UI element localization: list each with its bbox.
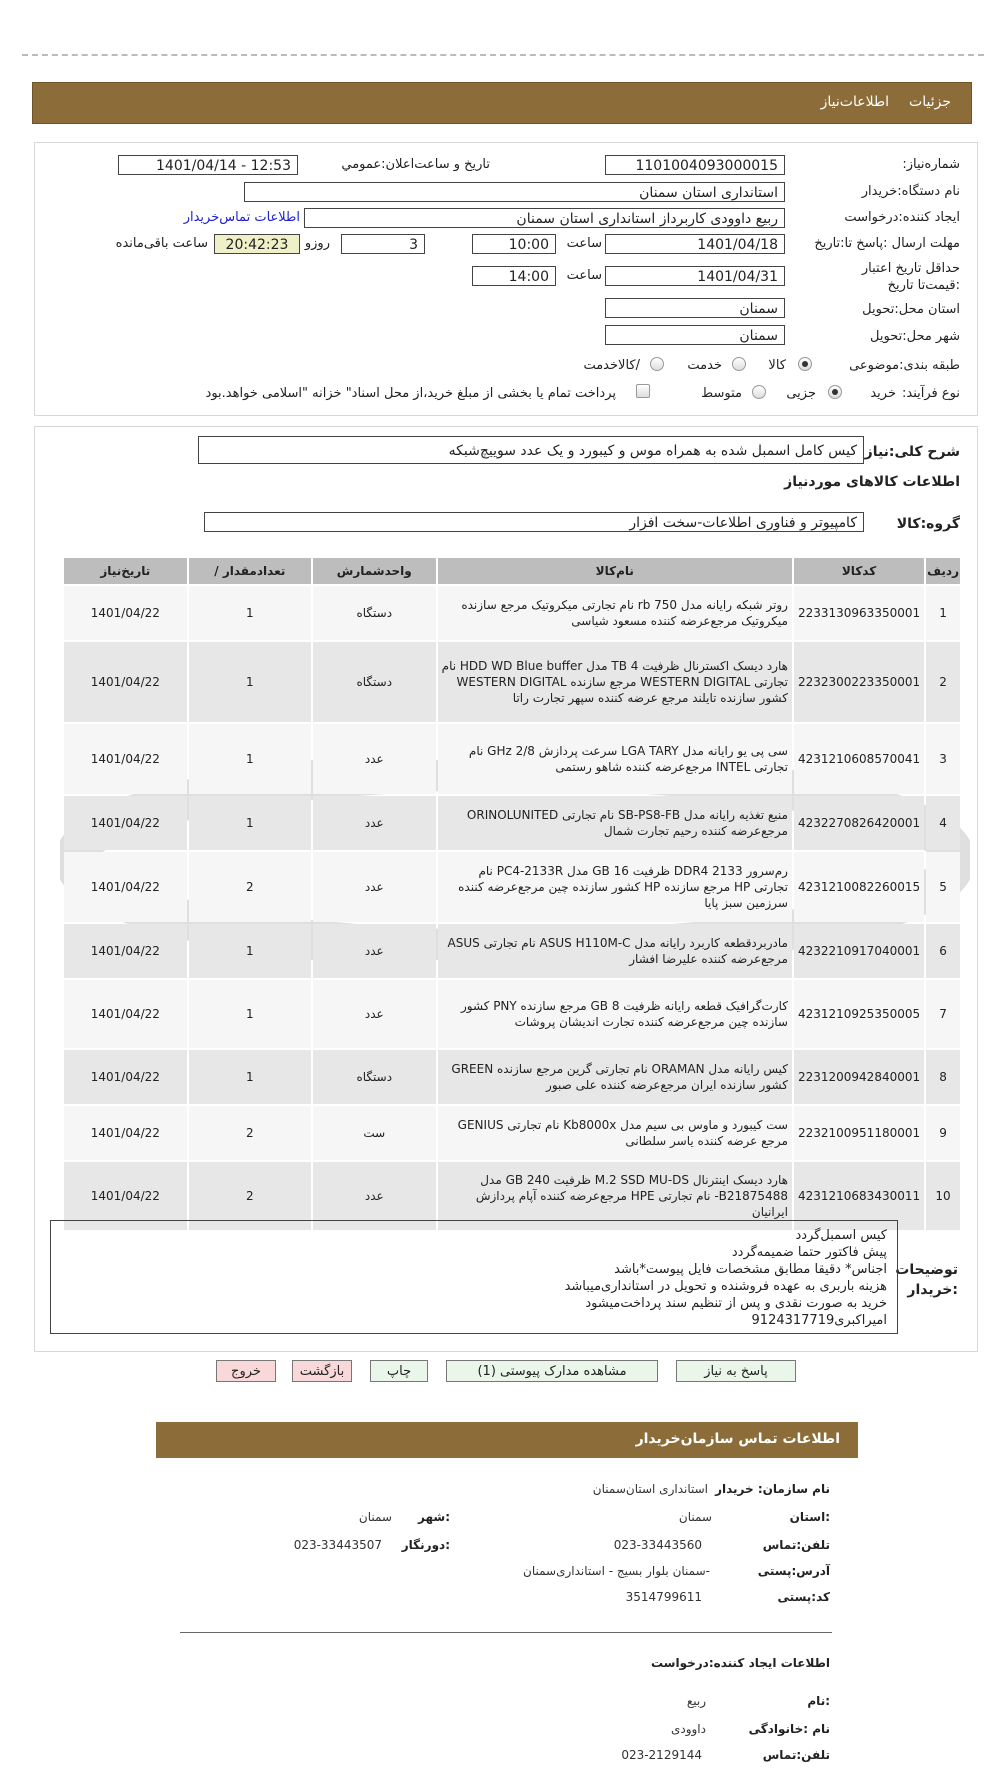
contact-address-value: -سمنان بلوار بسیج - استانداری‌سمنان <box>523 1564 710 1578</box>
item-name: هارد دیسک اینترنال M.2 SSD MU-DS ظرفیت 240 GB مدل B21875488- نام تجارتی HPE مرجع‌عرضه کننده آپام پردازش ایرانیان <box>438 1162 792 1230</box>
creator-field: ربیع داوودی کاربرداز استانداری استان سمنان <box>304 208 785 228</box>
item-date: 1401/04/22 <box>64 642 187 722</box>
validity-date-field: 1401/04/31 <box>605 266 785 286</box>
contact-province-label: :استان <box>789 1510 830 1524</box>
category-goods-radio[interactable] <box>798 357 812 371</box>
process-buy-label: خرید <box>870 386 896 401</box>
item-code: 4231210608570041 <box>794 724 924 794</box>
buyer-notes-box <box>50 1220 898 1334</box>
contact-org-value: استانداری استان‌سمنان <box>592 1482 708 1496</box>
requester-name-label: :نام <box>807 1694 830 1708</box>
note-line: امیراکبری9124317719 <box>751 1313 887 1328</box>
item-code: 4232270826420001 <box>794 796 924 850</box>
item-code: 4231210925350005 <box>794 980 924 1048</box>
item-unit: عدد <box>313 980 436 1048</box>
item-unit: ست <box>313 1106 436 1160</box>
row-number: 2 <box>926 642 960 722</box>
item-code: 4231210683430011 <box>794 1162 924 1230</box>
item-unit: دستگاه <box>313 1050 436 1104</box>
row-number: 1 <box>926 586 960 640</box>
category-service-label: خدمت <box>687 358 722 373</box>
col-code: کدکالا <box>794 558 924 584</box>
requester-name-value: ربیع <box>686 1694 706 1708</box>
need-number-field: 1101004093000015 <box>605 155 785 175</box>
validity-label: حداقل تاریخ اعتبار :قیمت‌تا تاریخ <box>861 261 960 293</box>
contact-divider <box>180 1632 832 1633</box>
item-name: ست کیبورد و ماوس بی سیم مدل Kb8000x نام تجارتی GENIUS مرجع عرضه کننده یاسر سلطانی <box>438 1106 792 1160</box>
process-partial-radio[interactable] <box>828 385 842 399</box>
note-line: پیش فاکتور حتما ضمیمه‌گردد <box>731 1245 887 1260</box>
validity-time-word: ساعت <box>566 268 602 283</box>
category-label: طبقه بندی‌:موضوعی <box>849 358 960 373</box>
province-field: سمنان <box>605 298 785 318</box>
item-name: کارت‌گرافیک قطعه رایانه ظرفیت 8 GB مرجع سازنده PNY کشور سازنده چین مرجع‌عرضه کننده تجارت اندیشان پروشات <box>438 980 792 1048</box>
item-qty: 2 <box>189 1162 311 1230</box>
col-qty: تعدادمقدار / <box>189 558 311 584</box>
summary-field: کیس کامل اسمبل شده به همراه موس و کیبورد و یک عدد سوییچ‌شبکه <box>198 436 864 464</box>
need-number-label: شماره‌نیاز: <box>902 157 960 172</box>
category-both-label: /کالاخدمت <box>583 358 640 373</box>
item-qty: 1 <box>189 924 311 978</box>
table-row <box>64 980 960 1048</box>
print-button[interactable]: چاپ <box>370 1360 428 1382</box>
attachments-button[interactable]: مشاهده مدارک پیوستی (1) <box>446 1360 658 1382</box>
item-name: مادربردقطعه کاربرد رایانه مدل ASUS H110M-C نام تجارتی ASUS مرجع‌عرضه کننده علیرضا افشار <box>438 924 792 978</box>
item-date: 1401/04/22 <box>64 980 187 1048</box>
item-unit: عدد <box>313 852 436 922</box>
requester-family-label: نام :خانوادگی <box>748 1722 830 1736</box>
category-service-radio[interactable] <box>732 357 746 371</box>
goods-group-label: گروه‌:کالا <box>896 516 960 532</box>
contact-fax-label: :دورنگار <box>401 1538 450 1552</box>
city-field: سمنان <box>605 325 785 345</box>
item-unit: عدد <box>313 724 436 794</box>
deadline-date-field: 1401/04/18 <box>605 234 785 254</box>
col-date: تاریخ‌نیاز <box>64 558 187 584</box>
buyer-notes-label-1: توضیحات <box>895 1262 958 1278</box>
province-label: استان محل‌:تحویل <box>862 302 960 317</box>
requester-family-value: داوودی <box>670 1722 706 1736</box>
item-name: سی پی یو رایانه مدل LGA TARY سرعت پردازش 2/8 GHz نام تجارتی INTEL مرجع‌عرضه کننده شاهو رستمی <box>438 724 792 794</box>
item-name: کیس رایانه مدل ORAMAN نام تجارتی گرین مرجع سازنده GREEN کشور سازنده ایران مرجع‌عرضه کننده علی صبور <box>438 1050 792 1104</box>
remaining-timer: 20:42:23 <box>214 234 300 254</box>
buyer-org-field: استانداری استان سمنان <box>244 182 785 202</box>
row-number: 3 <box>926 724 960 794</box>
buyer-notes-label-2: :خریدار <box>907 1282 958 1298</box>
row-number: 9 <box>926 1106 960 1160</box>
buyer-contact-link[interactable]: اطلاعات تماس‌خریدار <box>183 210 300 225</box>
note-line: اجناس* دقیقا مطابق مشخصات فایل پیوست*باشد <box>614 1262 887 1277</box>
col-name: نام‌کالا <box>438 558 792 584</box>
item-name: هارد دیسک اکسترنال ظرفیت 4 TB مدل HDD WD Blue buffer نام تجارتی WESTERN DIGITAL مرجع سازنده WESTERN DIGITAL کشور سازنده تایلند مرجع عرضه کننده سپهر تجارت راتا <box>438 642 792 722</box>
table-row <box>64 852 960 922</box>
item-code: 2232100951180001 <box>794 1106 924 1160</box>
treasury-payment-note: پرداخت تمام یا بخشی از مبلغ خرید،از محل اسناد" خزانه "اسلامی خواهد.بود <box>205 386 616 401</box>
contact-province-value: سمنان <box>678 1510 712 1524</box>
contact-phone-label: تلفن‌:تماس <box>762 1538 830 1552</box>
category-both-radio[interactable] <box>650 357 664 371</box>
deadline-label: مهلت ارسال :پاسخ تا:تاریخ <box>814 236 960 251</box>
item-date: 1401/04/22 <box>64 852 187 922</box>
requester-phone-value: 023-2129144 <box>621 1748 702 1762</box>
item-date: 1401/04/22 <box>64 1050 187 1104</box>
item-name: روتر شبکه رایانه مدل rb 750 نام تجارتی میکروتیک مرجع سازنده میکروتیک مرجع‌عرضه کننده مسعود شیاسی <box>438 586 792 640</box>
item-qty: 1 <box>189 980 311 1048</box>
treasury-payment-checkbox[interactable] <box>636 384 650 398</box>
item-name: منبع تغذیه رایانه مدل SB-PS8-FB نام تجارتی ORINOLUNITED مرجع‌عرضه کننده رحیم تجارت شمال <box>438 796 792 850</box>
item-date: 1401/04/22 <box>64 586 187 640</box>
item-code: 2233130963350001 <box>794 586 924 640</box>
process-partial-label: جزیی <box>786 386 816 401</box>
announce-datetime-field: 1401/04/14 - 12:53 <box>118 155 298 175</box>
contact-postal-value: 3514799611 <box>625 1590 702 1604</box>
item-unit: دستگاه <box>313 586 436 640</box>
item-unit: عدد <box>313 1162 436 1230</box>
item-qty: 1 <box>189 586 311 640</box>
contact-phone-value: 023-33443560 <box>613 1538 702 1552</box>
note-line: هزینه باربری به عهده فروشنده و تحویل در استانداری‌میباشد <box>564 1279 887 1294</box>
note-line: خرید به صورت نقدی و پس از تنظیم سند پرداخت‌میشود <box>585 1296 887 1311</box>
item-date: 1401/04/22 <box>64 724 187 794</box>
item-unit: عدد <box>313 796 436 850</box>
item-qty: 1 <box>189 1050 311 1104</box>
city-label: شهر محل‌:تحویل <box>870 329 960 344</box>
contact-org-label: نام سازمان‌: خریدار <box>715 1482 830 1496</box>
note-line: کیس اسمبل‌گردد <box>795 1228 887 1243</box>
need-info-header <box>32 82 972 124</box>
contact-fax-value: 023-33443507 <box>293 1538 382 1552</box>
row-number: 5 <box>926 852 960 922</box>
table-row <box>64 586 960 640</box>
item-qty: 2 <box>189 852 311 922</box>
row-number: 6 <box>926 924 960 978</box>
goods-table <box>62 556 962 1232</box>
contact-postal-label: کد‌:پستی <box>777 1590 830 1604</box>
contact-title: اطلاعات تماس سازمان‌خریدار <box>635 1431 840 1447</box>
item-date: 1401/04/22 <box>64 1106 187 1160</box>
table-row <box>64 924 960 978</box>
item-code: 2231200942840001 <box>794 1050 924 1104</box>
buyer-org-label: نام دستگاه‌:خریدار <box>861 184 960 199</box>
row-number: 10 <box>926 1162 960 1230</box>
summary-label: شرح کلی‌:نیاز <box>864 444 960 460</box>
item-name: رم‌سرور DDR4 2133 ظرفیت 16 GB مدل PC4-2133R نام تجارتی HP مرجع سازنده HP کشور سازنده چین مرجع‌عرضه کننده سرزمین سبز پایا <box>438 852 792 922</box>
item-code: 4231210082260015 <box>794 852 924 922</box>
goods-info-title: اطلاعات کالاهای مورد‌نیاز <box>784 474 960 490</box>
creator-label: ایجاد کننده‌:درخواست <box>844 210 960 225</box>
announce-label: تاریخ و ساعت‌اعلان‌:عمومي <box>341 157 490 172</box>
col-row: ردیف <box>926 558 960 584</box>
top-dashed-divider <box>22 54 984 56</box>
row-number: 4 <box>926 796 960 850</box>
contact-city-label: :شهر <box>418 1510 450 1524</box>
table-row <box>64 796 960 850</box>
item-code: 2232300223350001 <box>794 642 924 722</box>
item-qty: 1 <box>189 724 311 794</box>
item-date: 1401/04/22 <box>64 796 187 850</box>
table-row <box>64 724 960 794</box>
item-unit: عدد <box>313 924 436 978</box>
row-number: 8 <box>926 1050 960 1104</box>
exit-button[interactable]: خروج <box>216 1360 276 1382</box>
item-qty: 1 <box>189 796 311 850</box>
table-row <box>64 1106 960 1160</box>
validity-time-field: 14:00 <box>472 266 556 286</box>
item-code: 4232210917040001 <box>794 924 924 978</box>
contact-address-label: آدرس‌:پستی <box>757 1564 830 1578</box>
process-medium-radio[interactable] <box>752 385 766 399</box>
process-label: نوع فرآیند: <box>902 386 960 401</box>
item-unit: دستگاه <box>313 642 436 722</box>
item-date: 1401/04/22 <box>64 1162 187 1230</box>
process-medium-label: متوسط <box>701 386 742 401</box>
table-row <box>64 1050 960 1104</box>
col-unit: واحدشمارش <box>313 558 436 584</box>
deadline-time-field: 10:00 <box>472 234 556 254</box>
goods-group-field: کامپیوتر و فناوری اطلاعات-سخت افزار <box>204 512 864 532</box>
item-date: 1401/04/22 <box>64 924 187 978</box>
tab-need-info[interactable]: اطلاعات‌نیاز <box>820 94 889 110</box>
back-button[interactable]: بازگشت <box>292 1360 352 1382</box>
deadline-time-word: ساعت <box>566 236 602 251</box>
item-qty: 1 <box>189 642 311 722</box>
contact-header <box>156 1422 858 1458</box>
remaining-word: ساعت باقی‌مانده <box>115 236 208 251</box>
tab-details[interactable]: جزئیات <box>909 94 951 110</box>
item-qty: 2 <box>189 1106 311 1160</box>
table-row <box>64 642 960 722</box>
category-goods-label: کالا <box>768 358 786 373</box>
reply-button[interactable]: پاسخ به نیاز <box>676 1360 796 1382</box>
days-word: روزو <box>304 236 330 251</box>
requester-title: اطلاعات ایجاد کننده‌:درخواست <box>650 1656 830 1670</box>
row-number: 7 <box>926 980 960 1048</box>
requester-phone-label: تلفن‌:تماس <box>762 1748 830 1762</box>
contact-city-value: سمنان <box>358 1510 392 1524</box>
days-field: 3 <box>341 234 425 254</box>
